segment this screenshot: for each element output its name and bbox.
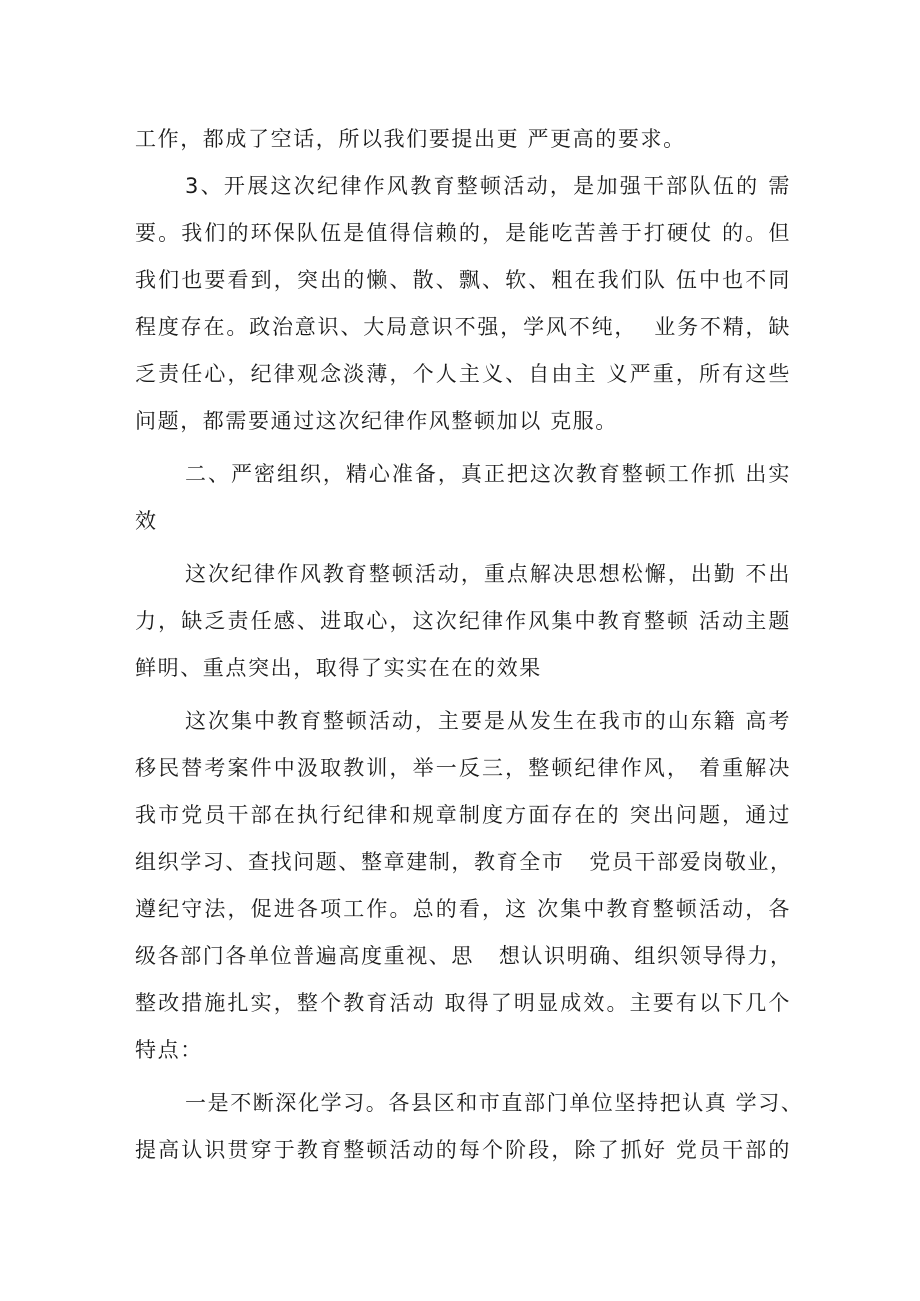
text-line: 整改措施扎实，整个教育活动 取得了明显成效。主要有以下几个: [135, 991, 791, 1015]
text-line: 提高认识贯穿于教育整顿活动的每个阶段，除了抓好 党员干部的: [135, 1138, 791, 1162]
section-heading: 二、严密组织，精心准备，真正把这次教育整顿工作抓 出实: [185, 462, 791, 486]
text-line: 3、开展这次纪律作风教育整顿活动，是加强干部队伍的 需: [185, 174, 791, 198]
text-line: 特点：: [135, 1038, 203, 1062]
text-line: 鲜明、重点突出，取得了实实在在的效果: [135, 656, 542, 680]
text-line: 一是不断深化学习。各县区和市直部门单位坚持把认真 学习、: [185, 1091, 804, 1115]
section-heading-cont: 效: [135, 509, 158, 533]
text-line: 力，缺乏责任感、进取心，这次纪律作风集中教育整顿 活动主题: [135, 609, 791, 633]
text-line: 程度存在。政治意识、大局意识不强，学风不纯， 业务不精，缺: [135, 315, 791, 339]
text-line: 我们也要看到，突出的懒、散、飘、软、粗在我们队 伍中也不同: [135, 268, 791, 292]
text-line: 组织学习、查找问题、整章建制，教育全市 党员干部爱岗敬业，: [135, 850, 793, 874]
text-line: 要。我们的环保队伍是值得信赖的，是能吃苦善于打硬仗 的。但: [135, 221, 791, 245]
text-line: 遵纪守法，促进各项工作。总的看，这 次集中教育整顿活动，各: [135, 897, 791, 921]
text-line: 我市党员干部在执行纪律和规章制度方面存在的 突出问题，通过: [135, 803, 791, 827]
text-line: 级各部门各单位普遍高度重视、思 想认识明确、组织领导得力，: [135, 944, 793, 968]
text-line: 移民替考案件中汲取教训，举一反三，整顿纪律作风， 着重解决: [135, 756, 791, 780]
text-line: 工作，都成了空话，所以我们要提出更 严更高的要求。: [135, 127, 686, 151]
text-line: 这次纪律作风教育整顿活动，重点解决思想松懈，出勤 不出: [185, 562, 791, 586]
text-line: 乏责任心，纪律观念淡薄，个人主义、自由主 义严重，所有这些: [135, 362, 791, 386]
text-line: 问题，都需要通过这次纪律作风整顿加以 克服。: [135, 409, 618, 433]
text-line: 这次集中教育整顿活动，主要是从发生在我市的山东籍 高考: [185, 709, 791, 733]
